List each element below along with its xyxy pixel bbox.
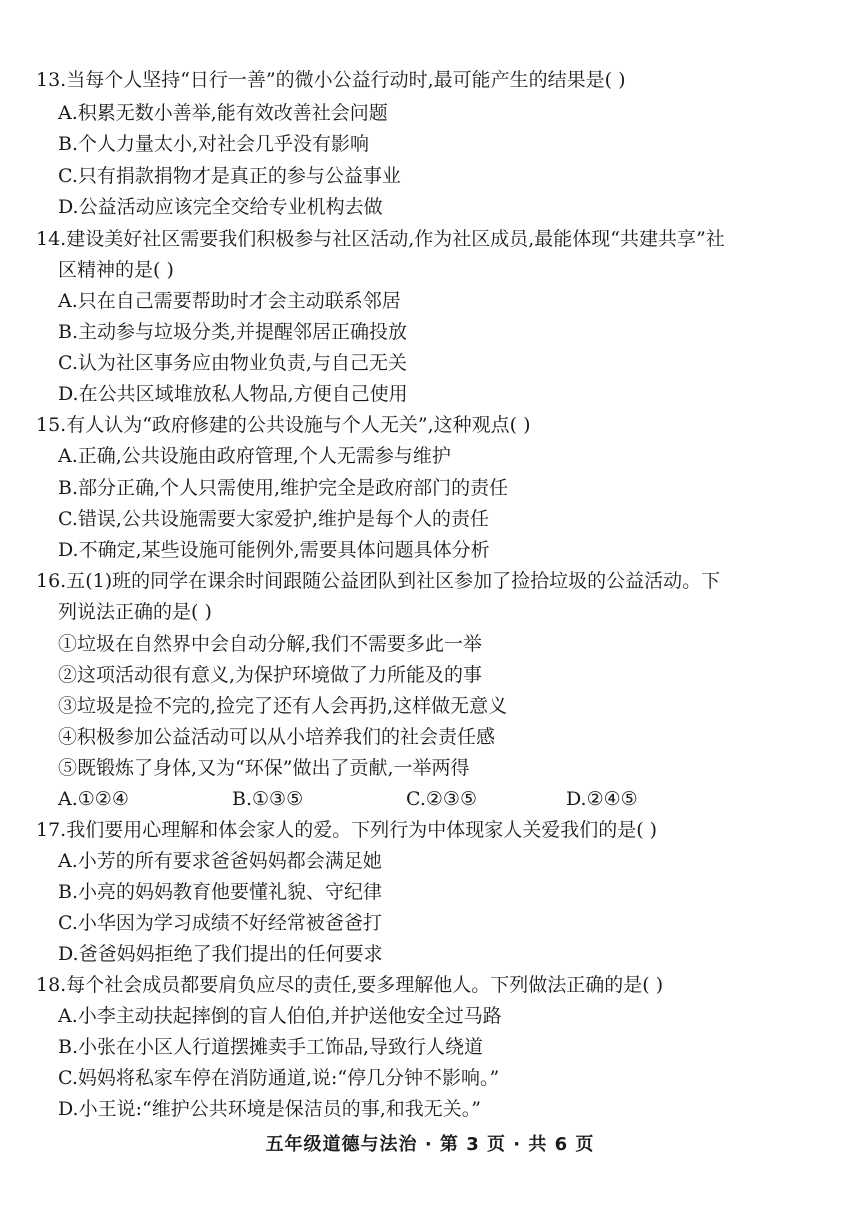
question-15-option-a: A.正确,公共设施由政府管理,个人无需参与维护 — [58, 445, 451, 467]
question-18-option-d: D.小王说:“维护公共环境是保洁员的事,和我无关。” — [58, 1098, 481, 1120]
question-16-choice-a: A.①②④ — [58, 788, 129, 810]
question-18-option-c: C.妈妈将私家车停在消防通道,说:“停几分钟不影响。” — [58, 1067, 500, 1089]
question-14-option-a: A.只在自己需要帮助时才会主动联系邻居 — [58, 290, 401, 312]
question-16-statement-3: ③垃圾是捡不完的,捡完了还有人会再扔,这样做无意义 — [58, 695, 508, 717]
question-16-statement-1: ①垃圾在自然界中会自动分解,我们不需要多此一举 — [58, 633, 483, 655]
question-16-statement-2: ②这项活动很有意义,为保护环境做了力所能及的事 — [58, 664, 483, 686]
question-16-statement-4: ④积极参加公益活动可以从小培养我们的社会责任感 — [58, 726, 496, 748]
question-13-option-c: C.只有捐款捐物才是真正的参与公益事业 — [58, 165, 401, 187]
question-16-choice-d: D.②④⑤ — [566, 788, 638, 810]
question-13-option-b: B.个人力量太小,对社会几乎没有影响 — [58, 133, 370, 155]
question-15-stem: 15.有人认为“政府修建的公共设施与个人无关”,这种观点( ) — [36, 414, 531, 436]
question-16-choice-c: C.②③⑤ — [406, 788, 477, 810]
question-13-option-d: D.公益活动应该完全交给专业机构去做 — [58, 196, 383, 218]
question-16-stem-line-1: 16.五(1)班的同学在课余时间跟随公益团队到社区参加了捡拾垃圾的公益活动。下 — [36, 570, 721, 592]
question-17-option-b: B.小亮的妈妈教育他要懂礼貌、守纪律 — [58, 881, 383, 903]
question-17-option-c: C.小华因为学习成绩不好经常被爸爸打 — [58, 912, 382, 934]
question-13-stem: 13.当每个人坚持“日行一善”的微小公益行动时,最可能产生的结果是( ) — [36, 69, 626, 91]
question-18-option-a: A.小李主动扶起摔倒的盲人伯伯,并护送他安全过马路 — [58, 1005, 502, 1027]
question-17-option-d: D.爸爸妈妈拒绝了我们提出的任何要求 — [58, 943, 383, 965]
question-17-option-a: A.小芳的所有要求爸爸妈妈都会满足她 — [58, 850, 382, 872]
question-16-choice-b: B.①③⑤ — [232, 788, 304, 810]
question-15-option-d: D.不确定,某些设施可能例外,需要具体问题具体分析 — [58, 539, 490, 561]
question-14-option-c: C.认为社区事务应由物业负责,与自己无关 — [58, 352, 407, 374]
question-14-option-b: B.主动参与垃圾分类,并提醒邻居正确投放 — [58, 321, 408, 343]
question-14-option-d: D.在公共区域堆放私人物品,方便自己使用 — [58, 383, 408, 405]
question-18-stem: 18.每个社会成员都要肩负应尽的责任,要多理解他人。下列做法正确的是( ) — [36, 974, 664, 996]
question-18-option-b: B.小张在小区人行道摆摊卖手工饰品,导致行人绕道 — [58, 1036, 484, 1058]
page-footer: 五年级道德与法治 · 第 3 页 · 共 6 页 — [265, 1134, 595, 1155]
question-15-option-b: B.部分正确,个人只需使用,维护完全是政府部门的责任 — [58, 477, 509, 499]
question-14-stem-line-1: 14.建设美好社区需要我们积极参与社区活动,作为社区成员,最能体现“共建共享”社 — [36, 228, 725, 250]
question-14-stem-line-2: 区精神的是( ) — [58, 259, 174, 281]
question-15-option-c: C.错误,公共设施需要大家爱护,维护是每个人的责任 — [58, 508, 489, 530]
question-13-option-a: A.积累无数小善举,能有效改善社会问题 — [58, 102, 388, 124]
question-16-stem-line-2: 列说法正确的是( ) — [58, 601, 212, 623]
question-16-statement-5: ⑤既锻炼了身体,又为“环保”做出了贡献,一举两得 — [58, 757, 470, 779]
question-17-stem: 17.我们要用心理解和体会家人的爱。下列行为中体现家人关爱我们的是( ) — [36, 819, 658, 841]
